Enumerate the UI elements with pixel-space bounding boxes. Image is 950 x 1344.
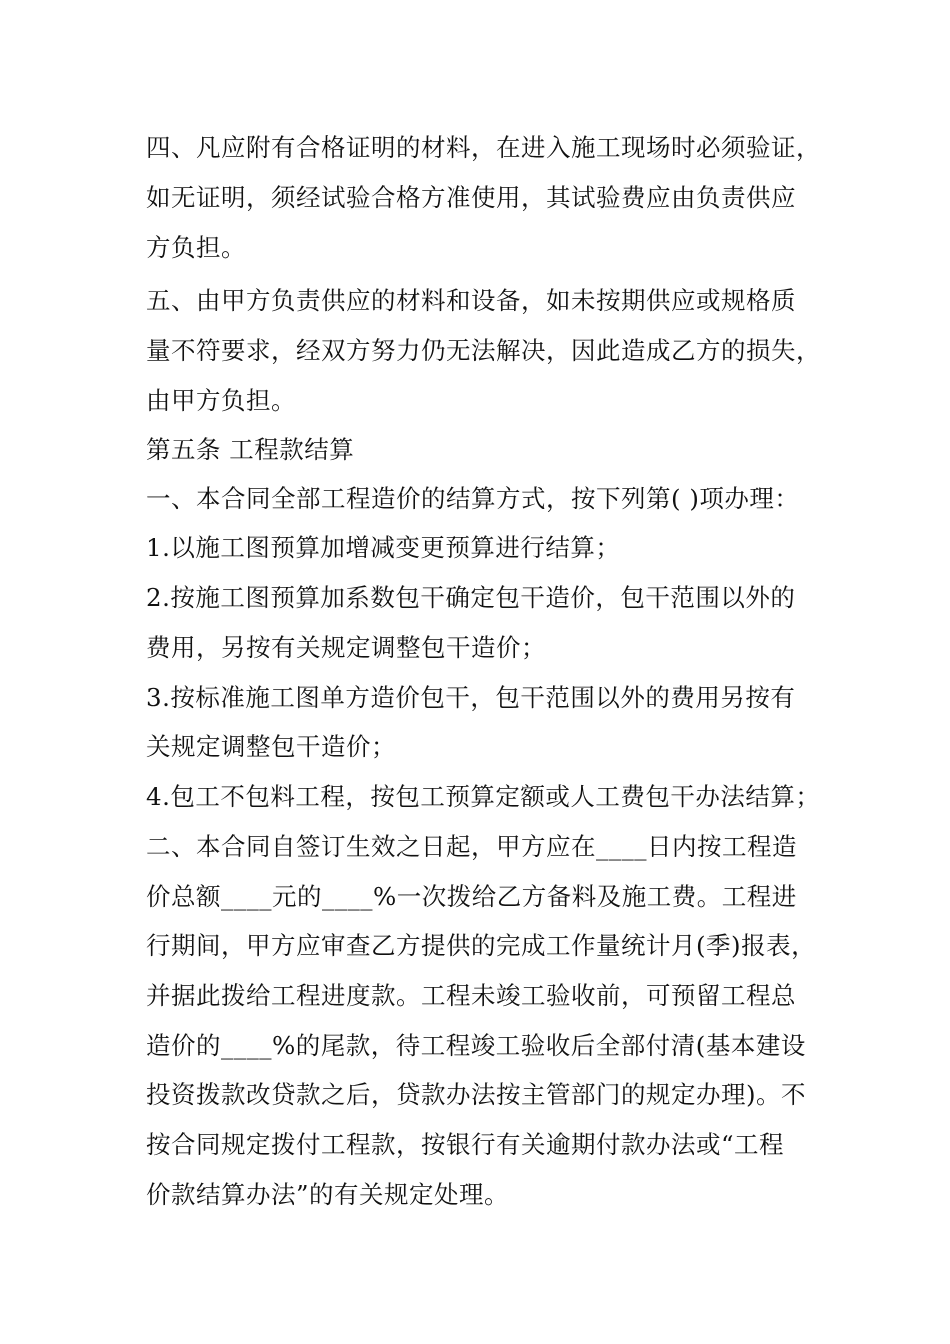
text-line: 投资拨款改贷款之后，贷款办法按主管部门的规定办理)。不 bbox=[146, 1080, 807, 1109]
section-heading: 第五条 工程款结算 bbox=[146, 435, 355, 464]
text-line: 2.按施工图预算加系数包干确定包干造价，包干范围以外的 bbox=[146, 583, 796, 612]
text-line: 五、由甲方负责供应的材料和设备，如未按期供应或规格质 bbox=[146, 286, 796, 315]
text-line: 如无证明，须经试验合格方准使用，其试验费应由负责供应 bbox=[146, 183, 796, 212]
text-line: 造价的____%的尾款，待工程竣工验收后全部付清(基本建设 bbox=[146, 1031, 806, 1060]
text-line: 1.以施工图预算加增减变更预算进行结算； bbox=[146, 533, 621, 562]
text-line: 量不符要求，经双方努力仍无法解决，因此造成乙方的损失， bbox=[146, 336, 821, 365]
text-line: 4.包工不包料工程，按包工预算定额或人工费包干办法结算； bbox=[146, 782, 821, 811]
text-line: 四、凡应附有合格证明的材料，在进入施工现场时必须验证， bbox=[146, 133, 821, 162]
text-line: 并据此拨给工程进度款。工程未竣工验收前，可预留工程总 bbox=[146, 981, 796, 1010]
text-line: 3.按标准施工图单方造价包干，包干范围以外的费用另按有 bbox=[146, 683, 796, 712]
text-line: 按合同规定拨付工程款，按银行有关逾期付款办法或“工程 bbox=[146, 1130, 785, 1159]
text-line: 费用，另按有关规定调整包干造价； bbox=[146, 633, 546, 662]
text-line: 由甲方负担。 bbox=[146, 386, 296, 415]
text-line: 行期间，甲方应审查乙方提供的完成工作量统计月(季)报表， bbox=[146, 931, 817, 960]
text-line: 二、本合同自签订生效之日起，甲方应在____日内按工程造 bbox=[146, 832, 797, 861]
text-line: 价款结算办法”的有关规定处理。 bbox=[146, 1180, 510, 1209]
text-line: 价总额____元的____%一次拨给乙方备料及施工费。工程进 bbox=[146, 882, 797, 911]
text-line: 关规定调整包干造价； bbox=[146, 732, 396, 761]
text-line: 一、本合同全部工程造价的结算方式，按下列第( )项办理： bbox=[146, 484, 800, 513]
text-line: 方负担。 bbox=[146, 233, 246, 262]
